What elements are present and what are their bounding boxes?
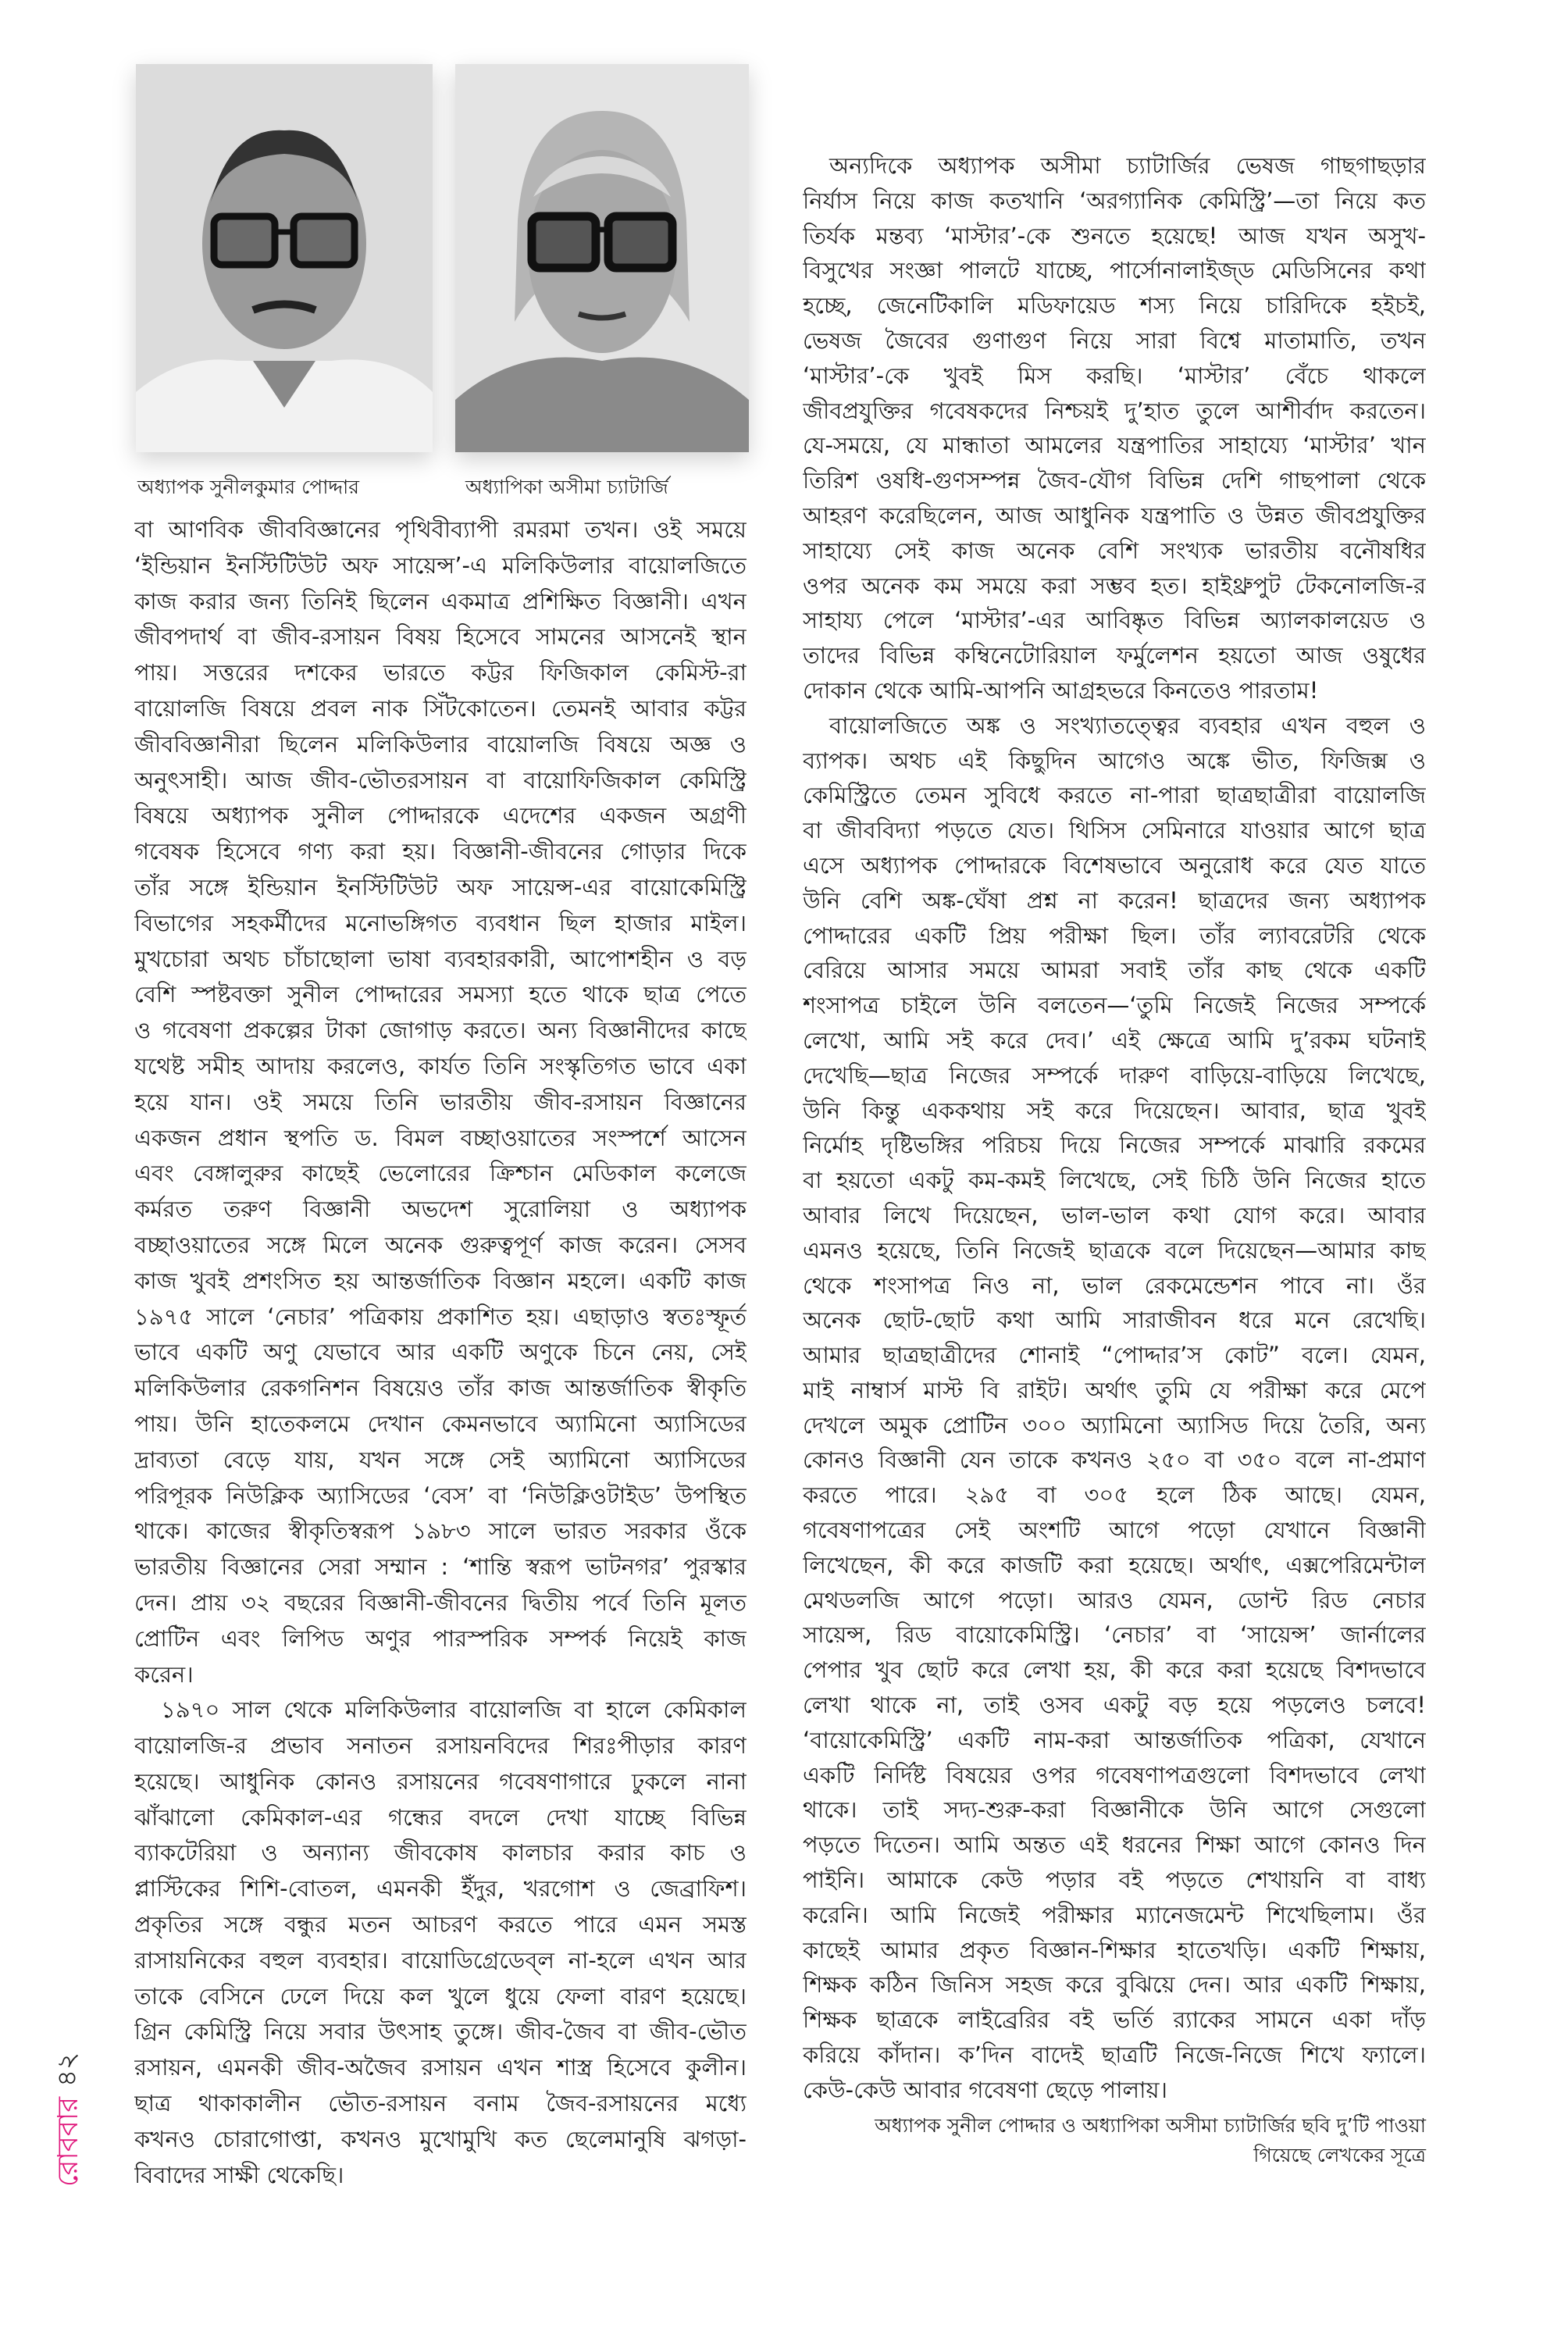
article-text-line: লিখেছেন, কী করে কাজটি করা হয়েছে। অর্থাৎ, এক্সপেরিমেন্টাল bbox=[803, 1551, 1426, 1578]
article-text-line: আমার ছাত্রছাত্রীদের শোনাই “পোদ্দার’স কোট” বলে। যেমন, bbox=[803, 1342, 1426, 1369]
article-text-line: প্রকৃতির সঙ্গে বন্ধুর মতন আচরণ করতে পারে এমন সমস্ত bbox=[134, 1911, 747, 1938]
article-text-line: বা জীববিদ্যা পড়তে যেত। থিসিস সেমিনারে যাওয়ার আগে ছাত্র bbox=[803, 817, 1426, 844]
article-text-line: ব্যাকটেরিয়া ও অন্যান্য জীবকোষ কালচার করার কাচ ও bbox=[134, 1839, 747, 1867]
article-text-line: বচ্ছাওয়াতের সঙ্গে মিলে অনেক গুরুত্বপূর্ণ কাজ করেন। সেসব bbox=[134, 1231, 747, 1258]
article-text-line: কাছেই আমার প্রকৃত বিজ্ঞান-শিক্ষার হাতেখড়ি। একটি শিক্ষায়, bbox=[803, 1936, 1426, 1963]
article-text-line: বিভাগের সহকর্মীদের মনোভঙ্গিগত ব্যবধান ছিল হাজার মাইল। bbox=[134, 909, 747, 936]
article-text-line: নির্যাস নিয়ে কাজ কতখানি ‘অরগ্যানিক কেমিস্ট্রি’—তা নিয়ে কত bbox=[803, 187, 1426, 214]
article-text-line: অনুৎসাহী। আজ জীব-ভৌতরসায়ন বা বায়োফিজিকাল কেমিস্ট্রি bbox=[134, 766, 747, 793]
photo-credit bbox=[803, 2111, 1426, 2170]
article-text-line: ও গবেষণা প্রকল্পের টাকা জোগাড় করতে। অন্য বিজ্ঞানীদের কাছে bbox=[134, 1017, 747, 1044]
article-text-line: ‘ইন্ডিয়ান ইনস্টিটিউট অফ সায়েন্স’-এ মলিকিউলার বায়োলজিতে bbox=[134, 551, 747, 579]
article-text-line: ‘মাস্টার’-কে খুবই মিস করছি। ‘মাস্টার’ বেঁচে থাকলে bbox=[803, 362, 1426, 389]
article-text-line: বায়োলজি বিষয়ে প্রবল নাক সিঁটকোতেন। তেমনই আবার কট্টর bbox=[134, 694, 747, 722]
article-text-line: তাদের বিভিন্ন কম্বিনেটোরিয়াল ফর্মুলেশন হয়তো আজ ওষুধের bbox=[803, 642, 1426, 669]
article-text-line: বিসুখের সংজ্ঞা পালটে যাচ্ছে, পার্সোনালাইজ্‌ড মেডিসিনের কথা bbox=[803, 257, 1426, 284]
article-text-line: বিষয়ে অধ্যাপক সুনীল পোদ্দারকে এদেশের একজন অগ্রণী bbox=[134, 802, 747, 829]
article-text-line: ঝাঁঝালো কেমিকাল-এর গন্ধের বদলে দেখা যাচ্ছে বিভিন্ন bbox=[134, 1803, 747, 1831]
article-text-line: ‘বায়োকেমিস্ট্রি’ একটি নাম-করা আন্তর্জাতিক পত্রিকা, যেখানে bbox=[803, 1726, 1426, 1753]
article-text-line: ১৯৭৫ সালে ‘নেচার’ পত্রিকায় প্রকাশিত হয়। এছাড়াও স্বতঃস্ফূর্ত bbox=[134, 1303, 747, 1330]
article-text-line: অনেক ছোট-ছোট কথা আমি সারাজীবন ধরে মনে রেখেছি। bbox=[803, 1307, 1426, 1334]
article-column-right bbox=[803, 148, 1426, 2108]
article-text-line: প্রোটিন এবং লিপিড অণুর পারস্পরিক সম্পর্ক নিয়েই কাজ bbox=[134, 1624, 747, 1652]
page-number: ৪২ bbox=[52, 2052, 83, 2087]
photo-credit-line: অধ্যাপক সুনীল পোদ্দার ও অধ্যাপিকা অসীমা চ্যাটার্জির ছবি দু’টি পাওয়া bbox=[875, 2114, 1426, 2137]
article-column-left bbox=[134, 512, 747, 2193]
article-text-line: মলিকিউলার রেকগনিশন বিষয়েও তাঁর কাজ আন্তর্জাতিক স্বীকৃতি bbox=[134, 1375, 747, 1402]
article-text-line: শিক্ষক কঠিন জিনিস সহজ করে বুঝিয়ে দেন। আর একটি শিক্ষায়, bbox=[803, 1971, 1426, 1999]
article-text-line: এসে অধ্যাপক পোদ্দারকে বিশেষভাবে অনুরোধ করে যেত যাতে bbox=[803, 851, 1426, 879]
article-text-line: বেরিয়ে আসার সময়ে আমরা সবাই তাঁর কাছ থেকে একটি bbox=[803, 957, 1426, 984]
article-text-line: জীবপদার্থ বা জীব-রসায়ন বিষয় হিসেবে সামনের আসনেই স্থান bbox=[134, 623, 747, 651]
article-text-line: ভেষজ জৈবের গুণাগুণ নিয়ে সারা বিশ্বে মাতামাতি, তখন bbox=[803, 326, 1426, 354]
article-text-line: একজন প্রধান স্থপতি ড. বিমল বচ্ছাওয়াতের সংস্পর্শে আসেন bbox=[134, 1124, 747, 1151]
article-text-line: পড়তে দিতেন। আমি অন্তত এই ধরনের শিক্ষা আগে কোনও দিন bbox=[803, 1831, 1426, 1859]
article-text-line: লেখো, আমি সই করে দেব।’ এই ক্ষেত্রে আমি দু’রকম ঘটনাই bbox=[803, 1026, 1426, 1054]
article-text-line: করতে পারে। ২৯৫ বা ৩০৫ হলে ঠিক আছে। যেমন, bbox=[803, 1482, 1426, 1509]
article-text-line: গবেষক হিসেবে গণ্য করা হয়। বিজ্ঞানী-জীবনের গোড়ার দিকে bbox=[134, 838, 747, 865]
article-text-line: যথেষ্ট সমীহ আদায় করলেও, কার্যত তিনি সংস্কৃতিগত ভাবে একা bbox=[134, 1052, 747, 1079]
article-text-line: তাকে বেসিনে ঢেলে দিয়ে কল খুলে ধুয়ে ফেলা বারণ হয়েছে। bbox=[134, 1982, 747, 2009]
photo-caption-left: অধ্যাপক সুনীলকুমার পোদ্দার bbox=[137, 476, 359, 498]
article-text-line: মুখচোরা অথচ চাঁচাছোলা ভাষা ব্যবহারকারী, আপোশহীন ও বড় bbox=[134, 945, 747, 972]
article-text-line: করেন। bbox=[134, 1660, 194, 1688]
article-text-line: ছাত্র থাকাকালীন ভৌত-রসায়ন বনাম জৈব-রসায়নের মধ্যে bbox=[134, 2090, 747, 2117]
article-text-line: বা হয়তো একটু কম-কমই লিখেছে, সেই চিঠি উনি নিজের হাতে bbox=[803, 1167, 1426, 1194]
article-text-line: কাজ খুবই প্রশংসিত হয় আন্তর্জাতিক বিজ্ঞান মহলে। একটি কাজ bbox=[134, 1267, 747, 1294]
article-text-line: গ্রিন কেমিস্ট্রি নিয়ে সবার উৎসাহ তুঙ্গে। জীব-জৈব বা জীব-ভৌত bbox=[134, 2018, 747, 2045]
article-text-line: কেমিস্ট্রিতে তেমন সুবিধে করতে না-পারা ছাত্রছাত্রীরা বায়োলজি bbox=[803, 782, 1426, 809]
article-text-line: বেশি স্পষ্টবক্তা সুনীল পোদ্দারের সমস্যা হতে থাকে ছাত্র পেতে bbox=[134, 981, 747, 1008]
portrait-photo-sunil-poddar bbox=[136, 64, 433, 452]
magazine-name: রোববার bbox=[52, 2096, 84, 2187]
article-text-line: বায়োলজি-র প্রভাব সনাতন রসায়নবিদের শিরঃপীড়ার কারণ bbox=[134, 1732, 747, 1760]
article-text-line: দোকান থেকে আমি-আপনি আগ্রহভরে কিনতেও পারতাম! bbox=[803, 676, 1319, 704]
article-text-line: কখনও চোরাগোপ্তা, কখনও মুখোমুখি কত ছেলেমানুষি ঝগড়া- bbox=[134, 2125, 747, 2152]
article-text-line: দেখলে অমুক প্রোটিন ৩০০ অ্যামিনো অ্যাসিড দিয়ে তৈরি, অন্য bbox=[803, 1411, 1426, 1439]
article-text-line: সাহায্যে সেই কাজ অনেক বেশি সংখ্যক ভারতীয় বনৌষধির bbox=[803, 537, 1426, 564]
article-text-line: দেখেছি—ছাত্র নিজের সম্পর্কে দারুণ বাড়িয়ে-বাড়িয়ে লিখেছে, bbox=[803, 1061, 1426, 1089]
article-text-line: সায়েন্স, রিড বায়োকেমিস্ট্রি। ‘নেচার’ বা ‘সায়েন্স’ জার্নালের bbox=[803, 1621, 1426, 1649]
article-text-line: ভারতীয় বিজ্ঞানের সেরা সম্মান : ‘শান্তি স্বরূপ ভাটনগর’ পুরস্কার bbox=[134, 1553, 747, 1581]
article-text-line: মাই নাম্বার্স মাস্ট বি রাইট। অর্থাৎ তুমি যে পরীক্ষা করে মেপে bbox=[803, 1376, 1426, 1403]
article-text-line: শংসাপত্র চাইলে উনি বলতেন—‘তুমি নিজেই নিজের সম্পর্কে bbox=[803, 992, 1426, 1019]
article-text-line: কাজ করার জন্য তিনিই ছিলেন একমাত্র প্রশিক্ষিত বিজ্ঞানী। এখন bbox=[134, 587, 747, 615]
article-text-line: থেকে শংসাপত্র নিও না, ভাল রেকমেন্ডেশন পাবে না। ওঁর bbox=[803, 1271, 1426, 1299]
article-text-line: রসায়ন, এমনকী জীব-অজৈব রসায়ন এখন শাস্ত্র হিসেবে কুলীন। bbox=[134, 2054, 747, 2081]
article-text-line: পরিপূরক নিউক্লিক অ্যাসিডের ‘বেস’ বা ‘নিউক্লিওটাইড’ উপস্থিত bbox=[134, 1482, 747, 1509]
article-text-line: গবেষণাপত্রের সেই অংশটি আগে পড়ো যেখানে বিজ্ঞানী bbox=[803, 1517, 1426, 1544]
article-text-line: কেউ-কেউ আবার গবেষণা ছেড়ে পালায়। bbox=[803, 2076, 1167, 2103]
article-text-line: কর্মরত তরুণ বিজ্ঞানী অভদেশ সুরোলিয়া ও অধ্যাপক bbox=[134, 1196, 747, 1223]
article-text-line: উনি কিন্তু এককথায় সই করে দিয়েছেন। আবার, ছাত্র খুবই bbox=[803, 1097, 1426, 1124]
article-text-line: কোনও বিজ্ঞানী যেন তাকে কখনও ২৫০ বা ৩৫০ বলে না-প্রমাণ bbox=[803, 1446, 1426, 1474]
article-text-line: পায়। সত্তরের দশকের ভারতে কট্টর ফিজিকাল কেমিস্ট-রা bbox=[134, 659, 747, 686]
article-text-line: করিয়ে কাঁদান। ক’দিন বাদেই ছাত্রটি নিজে-নিজে শিখে ফ্যালে। bbox=[803, 2042, 1426, 2069]
article-text-line: জীবপ্রযুক্তির গবেষকদের নিশ্চয়ই দু’হাত তুলে আশীর্বাদ করতেন। bbox=[803, 397, 1426, 424]
article-text-line: এবং বেঙ্গালুরুর কাছেই ভেলোরের ক্রিশ্চান মেডিকাল কলেজে bbox=[134, 1160, 747, 1187]
article-text-line: তিরিশ ওষধি-গুণসম্পন্ন জৈব-যৌগ বিভিন্ন দেশি গাছপালা থেকে bbox=[803, 467, 1426, 494]
article-text-line: রাসায়নিকের বহুল ব্যবহার। বায়োডিগ্রেডেব্‌ল না-হলে এখন আর bbox=[134, 1946, 747, 1974]
article-text-line: ওপর অনেক কম সময়ে করা সম্ভব হত। হাইথ্রুপুট টেকনোলজি-র bbox=[803, 572, 1426, 599]
article-text-line: তির্যক মন্তব্য ‘মাস্টার’-কে শুনতে হয়েছে! আজ যখন অসুখ- bbox=[803, 222, 1426, 249]
article-text-line: পায়। উনি হাতেকলমে দেখান কেমনভাবে অ্যামিনো অ্যাসিডের bbox=[134, 1410, 747, 1437]
article-text-line: বায়োলজিতে অঙ্ক ও সংখ্যাতত্ত্বের ব্যবহার এখন বহুল ও bbox=[829, 711, 1426, 739]
article-text-line: উনি বেশি অঙ্ক-ঘেঁষা প্রশ্ন না করেন! ছাত্রদের জন্য অধ্যাপক bbox=[803, 886, 1426, 914]
article-text-line: পেপার খুব ছোট করে লেখা হয়, কী করে করা হয়েছে বিশদভাবে bbox=[803, 1656, 1426, 1684]
article-text-line: করেনি। আমি নিজেই পরীক্ষার ম্যানেজমেন্ট শিখেছিলাম। ওঁর bbox=[803, 1901, 1426, 1928]
article-text-line: হয়ে যান। ওই সময়ে তিনি ভারতীয় জীব-রসায়ন বিজ্ঞানের bbox=[134, 1088, 747, 1115]
photo-caption-right: অধ্যাপিকা অসীমা চ্যাটার্জি bbox=[465, 476, 668, 498]
article-text-line: বা আণবিক জীববিজ্ঞানের পৃথিবীব্যাপী রমরমা তখন। ওই সময়ে bbox=[134, 516, 747, 543]
article-text-line: লেখা থাকে না, তাই ওসব একটু বড় হয়ে পড়লেও চলবে! bbox=[803, 1692, 1426, 1719]
article-text-line: একটি নির্দিষ্ট বিষয়ের ওপর গবেষণাপত্রগুলো বিশদভাবে লেখা bbox=[803, 1761, 1426, 1788]
article-text-line: পাইনি। আমাকে কেউ পড়ার বই পড়তে শেখায়নি বা বাধ্য bbox=[803, 1867, 1426, 1894]
article-text-line: ভাবে একটি অণু যেভাবে আর একটি অণুকে চিনে নেয়, সেই bbox=[134, 1339, 747, 1366]
portrait-photo-asima-chatterjee bbox=[455, 64, 749, 452]
article-text-line: ব্যাপক। অথচ এই কিছুদিন আগেও অঙ্কে ভীত, ফিজিক্স ও bbox=[803, 747, 1426, 774]
article-text-line: বিবাদের সাক্ষী থেকেছি। bbox=[134, 2161, 344, 2188]
article-text-line: থাকে। কাজের স্বীকৃতিস্বরূপ ১৯৮৩ সালে ভারত সরকার ওঁকে bbox=[134, 1517, 747, 1545]
article-text-line: যে-সময়ে, যে মান্ধাতা আমলের যন্ত্রপাতির সাহায্যে ‘মাস্টার’ খান bbox=[803, 432, 1426, 459]
article-text-line: শিক্ষক ছাত্রকে লাইব্রেরির বই ভর্তি র‍্যাকের সামনে একা দাঁড় bbox=[803, 2006, 1426, 2034]
article-text-line: ১৯৭০ সাল থেকে মলিকিউলার বায়োলজি বা হালে কেমিকাল bbox=[161, 1696, 747, 1724]
article-text-line: নির্মোহ দৃষ্টিভঙ্গির পরিচয় দিয়ে নিজের সম্পর্কে মাঝারি রকমের bbox=[803, 1132, 1426, 1159]
article-text-line: থাকে। তাই সদ্য-শুরু-করা বিজ্ঞানীকে উনি আগে সেগুলো bbox=[803, 1796, 1426, 1824]
article-text-line: তাঁর সঙ্গে ইন্ডিয়ান ইনস্টিটিউট অফ সায়েন্স-এর বায়োকেমিস্ট্রি bbox=[134, 873, 747, 900]
article-text-line: দ্রাব্যতা বেড়ে যায়, যখন সঙ্গে সেই অ্যামিনো অ্যাসিডের bbox=[134, 1446, 747, 1473]
article-text-line: অন্যদিকে অধ্যাপক অসীমা চ্যাটার্জির ভেষজ গাছগাছড়ার bbox=[829, 152, 1426, 179]
article-text-line: জীববিজ্ঞানীরা ছিলেন মলিকিউলার বায়োলজি বিষয়ে অজ্ঞ ও bbox=[134, 730, 747, 758]
article-text-line: প্লাস্টিকের শিশি-বোতল, এমনকী ইঁদুর, খরগোশ ও জেব্রাফিশ। bbox=[134, 1875, 747, 1902]
article-text-line: এমনও হয়েছে, তিনি নিজেই ছাত্রকে বলে দিয়েছেন—আমার কাছ bbox=[803, 1236, 1426, 1264]
photo-credit-line: গিয়েছে লেখকের সূত্রে bbox=[1253, 2144, 1426, 2166]
article-text-line: দেন। প্রায় ৩২ বছরের বিজ্ঞানী-জীবনের দ্বিতীয় পর্বে তিনি মূলত bbox=[134, 1589, 747, 1616]
article-text-line: সাহায্য পেলে ‘মাস্টার’-এর আবিষ্কৃত বিভিন্ন অ্যালকালয়েড ও bbox=[803, 607, 1426, 634]
article-text-line: হচ্ছে, জেনেটিকালি মডিফায়েড শস্য নিয়ে চারিদিকে হইচই, bbox=[803, 292, 1426, 319]
article-text-line: হয়েছে। আধুনিক কোনও রসায়নের গবেষণাগারে ঢুকলে নানা bbox=[134, 1767, 747, 1795]
article-text-line: পোদ্দারের একটি প্রিয় পরীক্ষা ছিল। তাঁর ল্যাবরেটরি থেকে bbox=[803, 922, 1426, 949]
article-text-line: আহরণ করেছিলেন, আজ আধুনিক যন্ত্রপাতি ও উন্নত জীবপ্রযুক্তির bbox=[803, 501, 1426, 529]
article-text-line: আবার লিখে দিয়েছেন, ভাল-ভাল কথা যোগ করে। আবার bbox=[803, 1201, 1426, 1228]
article-text-line: মেথডলজি আগে পড়ো। আরও যেমন, ডোন্ট রিড নেচার bbox=[803, 1586, 1426, 1614]
